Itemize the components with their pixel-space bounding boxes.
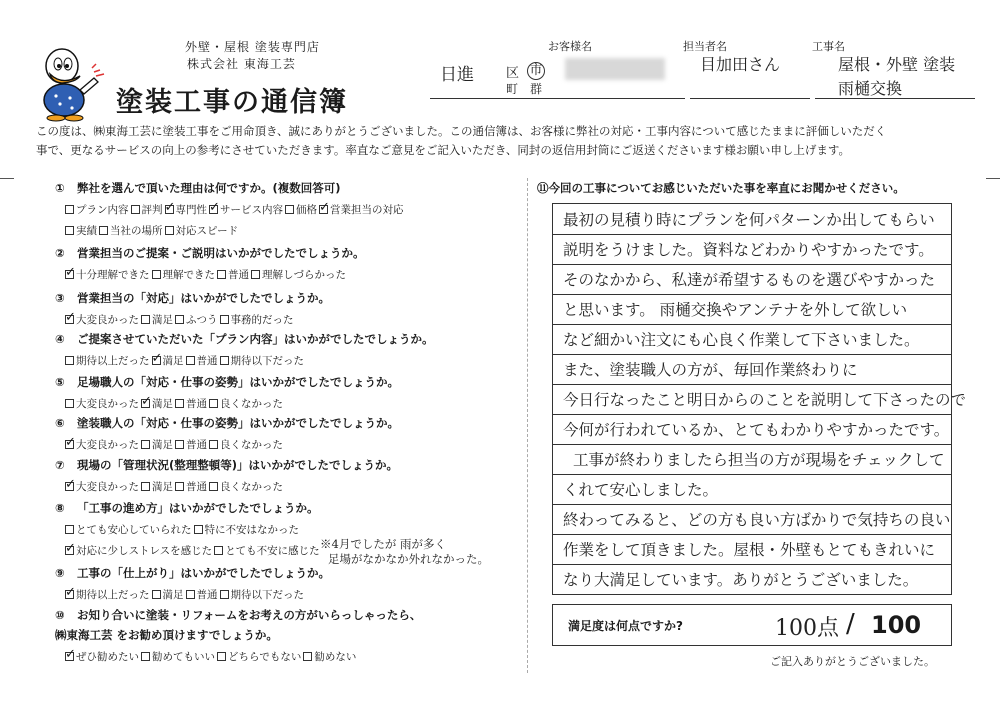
comment-line-text: と思います。 雨樋交換やアンテナを外して欲しい bbox=[563, 301, 908, 319]
question-block bbox=[55, 180, 406, 238]
option-row bbox=[65, 267, 365, 282]
question-block bbox=[55, 290, 330, 327]
option-label: 満足 bbox=[152, 398, 173, 410]
checked-checkbox[interactable] bbox=[65, 652, 74, 661]
staff-name-label: 担当者名 bbox=[683, 40, 727, 53]
comment-line-text: 作業をして頂きました。屋根・外壁もとてもきれいに bbox=[563, 541, 936, 559]
question-block bbox=[55, 607, 421, 664]
checkbox[interactable] bbox=[175, 399, 184, 408]
checked-checkbox[interactable] bbox=[141, 399, 150, 408]
option-label: 対応に少しストレスを感じた bbox=[76, 545, 213, 557]
answer-option[interactable] bbox=[214, 543, 320, 558]
option-row bbox=[65, 353, 434, 368]
option-label: とても不安に感じた bbox=[225, 545, 320, 557]
customer-name-label: お客様名 bbox=[548, 40, 592, 53]
answer-option[interactable] bbox=[65, 543, 212, 558]
option-label: 大変良かった bbox=[76, 439, 139, 451]
option-label: 当社の場所 bbox=[110, 225, 163, 237]
answer-option[interactable] bbox=[217, 649, 301, 664]
checkbox[interactable] bbox=[285, 205, 294, 214]
option-label: 良くなかった bbox=[220, 398, 283, 410]
option-label: 専門性 bbox=[175, 204, 207, 216]
comment-line-text: 今日行なったこと明日からのことを説明して下さったので bbox=[563, 391, 967, 409]
answer-option[interactable] bbox=[285, 202, 317, 217]
answer-option[interactable] bbox=[65, 522, 192, 537]
option-label: 満足 bbox=[152, 314, 173, 326]
answer-option[interactable] bbox=[209, 202, 283, 217]
comment-line-text: そのなかから、私達が希望するものを選びやすかった bbox=[563, 271, 936, 289]
checkbox[interactable] bbox=[251, 270, 260, 279]
answer-option[interactable] bbox=[217, 267, 249, 282]
question-text: 塗装職人の「対応・仕事の姿勢」はいかがでしたでしょうか。 bbox=[77, 416, 399, 430]
answer-option[interactable] bbox=[65, 202, 129, 217]
question-heading bbox=[55, 500, 322, 516]
answer-option[interactable] bbox=[65, 353, 150, 368]
option-label: 営業担当の対応 bbox=[330, 204, 404, 216]
score-max: 100 bbox=[871, 611, 922, 639]
question-heading bbox=[55, 331, 434, 347]
comment-line-text: 工事が終わりましたら担当の方が現場をチェックして bbox=[573, 451, 945, 469]
answer-option[interactable] bbox=[175, 396, 207, 411]
question-block bbox=[55, 374, 399, 411]
checkbox[interactable] bbox=[209, 399, 218, 408]
checkbox[interactable] bbox=[217, 652, 226, 661]
checkbox[interactable] bbox=[65, 226, 74, 235]
option-label: 特に不安はなかった bbox=[204, 524, 299, 536]
q8-handwritten-note bbox=[320, 537, 489, 567]
option-label: 普通 bbox=[196, 355, 218, 367]
q11-heading: ⑪今回の工事についてお感じいただいた事を率直にお聞かせください。 bbox=[537, 181, 905, 195]
answer-option[interactable] bbox=[165, 202, 208, 217]
option-row bbox=[65, 522, 322, 537]
checkbox[interactable] bbox=[65, 356, 74, 365]
work-name-line1: 屋根・外壁 塗装 bbox=[838, 55, 956, 74]
question-number: ⑦ bbox=[55, 458, 65, 472]
column-divider bbox=[527, 178, 528, 673]
answer-option[interactable] bbox=[99, 223, 163, 238]
option-row bbox=[65, 312, 330, 327]
question-text: 足場職人の「対応・仕事の姿勢」はいかがでしたでしょうか。 bbox=[77, 375, 399, 389]
answer-option[interactable] bbox=[141, 396, 173, 411]
location-city-circled: 市 bbox=[527, 62, 545, 80]
option-label: プラン内容 bbox=[76, 204, 129, 216]
option-label: 大変良かった bbox=[76, 481, 139, 493]
option-label: 事務的だった bbox=[230, 314, 294, 326]
question-text: お知り合いに塗装・リフォームをお考えの方がいらっしゃったら、 bbox=[77, 608, 422, 622]
option-label: ふつう bbox=[186, 314, 218, 326]
option-label: 普通 bbox=[186, 439, 207, 451]
comment-rule bbox=[553, 564, 951, 565]
question-text: 営業担当のご提案・ご説明はいかがでしたでしょうか。 bbox=[77, 246, 365, 260]
checkbox[interactable] bbox=[214, 546, 223, 555]
option-label: 普通 bbox=[186, 481, 207, 493]
option-row bbox=[65, 479, 398, 494]
question-text: ご提案させていただいた「プラン内容」はいかがでしたでしょうか。 bbox=[77, 332, 434, 346]
answer-option[interactable] bbox=[65, 437, 139, 452]
checkbox[interactable] bbox=[194, 525, 203, 534]
option-row bbox=[65, 437, 399, 452]
intro-line-2: 事で、更なるサービスの向上の参考にさせていただきます。率直なご意見をご記入いただき、同封の返信用封筒にご返送くださいます様お願い申し上げます。 bbox=[36, 143, 850, 157]
option-label: 普通 bbox=[186, 398, 207, 410]
comment-line-text: 説明をうけました。資料などわかりやすかったです。 bbox=[563, 241, 934, 259]
question-block bbox=[55, 565, 330, 602]
checkbox[interactable] bbox=[65, 525, 74, 534]
work-name-label: 工事名 bbox=[812, 40, 845, 53]
option-label: 大変良かった bbox=[76, 398, 139, 410]
answer-option[interactable] bbox=[186, 353, 218, 368]
checkbox[interactable] bbox=[141, 652, 150, 661]
question-heading bbox=[55, 565, 330, 581]
intro-line-1: この度は、㈱東海工芸に塗装工事をご用命頂き、誠にありがとうございました。この通信簿は、お客様に弊社の対応・工事内容について感じたままに評価しいただく bbox=[36, 124, 887, 138]
option-label: 期待以上だった bbox=[76, 589, 150, 601]
answer-option[interactable] bbox=[175, 312, 218, 327]
score-box bbox=[552, 604, 952, 646]
option-label: 普通 bbox=[228, 269, 249, 281]
option-label: 満足 bbox=[162, 589, 184, 601]
checkbox[interactable] bbox=[141, 315, 150, 324]
question-block bbox=[55, 415, 399, 452]
question-heading bbox=[55, 180, 406, 196]
answer-option[interactable] bbox=[65, 479, 139, 494]
answer-option[interactable] bbox=[141, 479, 173, 494]
question-number: ③ bbox=[55, 291, 65, 305]
option-label: ぜひ勧めたい bbox=[76, 651, 139, 663]
answer-option[interactable] bbox=[141, 437, 173, 452]
score-slash: / bbox=[846, 609, 855, 639]
option-label: 満足 bbox=[162, 355, 184, 367]
comment-rule bbox=[553, 234, 951, 235]
checkbox[interactable] bbox=[175, 315, 184, 324]
checked-checkbox[interactable] bbox=[65, 440, 74, 449]
answer-option[interactable] bbox=[152, 267, 216, 282]
answer-option[interactable] bbox=[131, 202, 163, 217]
checked-checkbox[interactable] bbox=[209, 205, 218, 214]
option-label: 価格 bbox=[296, 204, 317, 216]
option-label: 十分理解できた bbox=[76, 269, 150, 281]
option-label: 勧めてもいい bbox=[152, 651, 215, 663]
checkbox[interactable] bbox=[220, 590, 229, 599]
option-label: どちらでもない bbox=[228, 651, 302, 663]
option-label: サービス内容 bbox=[220, 204, 283, 216]
question-block bbox=[55, 500, 322, 558]
answer-option[interactable] bbox=[175, 479, 207, 494]
comment-rule bbox=[553, 264, 951, 265]
question-number: ② bbox=[55, 246, 65, 260]
footer-thanks: ご記入ありがとうございました。 bbox=[770, 655, 935, 668]
option-label: 期待以下だった bbox=[230, 355, 304, 367]
question-number: ⑩ bbox=[55, 608, 65, 622]
option-label: とても安心していられた bbox=[76, 524, 192, 536]
comment-line-text: 今何が行われているか、とてもわかりやすかったです。 bbox=[563, 421, 950, 439]
question-text: 「工事の進め方」はいかがでしたでしょうか。 bbox=[77, 501, 319, 515]
comment-rule bbox=[553, 294, 951, 295]
checkbox[interactable] bbox=[217, 270, 226, 279]
checkbox[interactable] bbox=[141, 482, 150, 491]
question-block bbox=[55, 331, 434, 368]
checkbox[interactable] bbox=[175, 482, 184, 491]
checked-checkbox[interactable] bbox=[165, 205, 174, 214]
location-city: 日進 bbox=[440, 65, 474, 85]
checkbox[interactable] bbox=[303, 652, 312, 661]
score-label: 満足度は何点ですか? bbox=[568, 619, 683, 633]
answer-option[interactable] bbox=[141, 312, 173, 327]
comment-rule bbox=[553, 474, 951, 475]
option-label: 期待以上だった bbox=[76, 355, 150, 367]
question-heading bbox=[55, 607, 421, 623]
answer-option[interactable] bbox=[220, 353, 305, 368]
answer-option[interactable] bbox=[186, 587, 218, 602]
comment-rule bbox=[553, 354, 951, 355]
intro-paragraph bbox=[36, 122, 986, 160]
option-row bbox=[65, 543, 322, 558]
question-number: ⑥ bbox=[55, 416, 65, 430]
checkbox[interactable] bbox=[209, 482, 218, 491]
checkbox[interactable] bbox=[65, 399, 74, 408]
checked-checkbox[interactable] bbox=[65, 482, 74, 491]
checkbox[interactable] bbox=[175, 440, 184, 449]
answer-option[interactable] bbox=[220, 587, 305, 602]
checkbox[interactable] bbox=[131, 205, 140, 214]
checkbox[interactable] bbox=[209, 440, 218, 449]
staff-name-value: 目加田さん bbox=[700, 55, 781, 74]
option-row bbox=[65, 202, 406, 217]
customer-underline bbox=[430, 98, 685, 99]
answer-option[interactable] bbox=[194, 522, 300, 537]
answer-option[interactable] bbox=[65, 396, 139, 411]
answer-option[interactable] bbox=[65, 312, 139, 327]
question-heading bbox=[55, 457, 398, 473]
question-block bbox=[55, 245, 365, 282]
option-row bbox=[65, 223, 406, 238]
option-label: 対応スピード bbox=[175, 225, 239, 237]
option-row bbox=[65, 649, 421, 664]
checked-checkbox[interactable] bbox=[319, 205, 328, 214]
answer-option[interactable] bbox=[152, 587, 184, 602]
work-name-line2: 雨樋交換 bbox=[838, 79, 903, 98]
option-label: 普通 bbox=[196, 589, 218, 601]
q8-note-line-1: ※4月でしたが 雨が多く bbox=[320, 537, 446, 551]
question-number: ⑧ bbox=[55, 501, 65, 515]
question-block bbox=[55, 457, 398, 494]
checkbox[interactable] bbox=[165, 226, 174, 235]
option-row bbox=[65, 587, 330, 602]
checked-checkbox[interactable] bbox=[152, 356, 161, 365]
question-text-line-2: ㈱東海工芸 をお勧め頂けますでしょうか。 bbox=[55, 628, 278, 642]
option-label: 満足 bbox=[152, 481, 173, 493]
answer-option[interactable] bbox=[319, 202, 404, 217]
question-heading bbox=[55, 290, 330, 306]
question-heading bbox=[55, 245, 365, 261]
comment-rule bbox=[553, 444, 951, 445]
checkbox[interactable] bbox=[220, 356, 229, 365]
comment-line-text: 最初の見積り時にプランを何パターンか出してもらい bbox=[563, 211, 935, 229]
comment-line-text: また、塗装職人の方が、毎回作業終わりに bbox=[563, 361, 858, 379]
answer-option[interactable] bbox=[65, 223, 97, 238]
checked-checkbox[interactable] bbox=[65, 315, 74, 324]
option-label: 実績 bbox=[76, 225, 97, 237]
comment-box bbox=[552, 203, 967, 595]
answer-option[interactable] bbox=[209, 479, 283, 494]
customer-name-redacted bbox=[565, 58, 665, 80]
question-text: 現場の「管理状況(整理整頓等)」はいかがでしたでしょうか。 bbox=[77, 458, 399, 472]
fold-mark-right bbox=[986, 178, 1000, 179]
comment-rule bbox=[553, 504, 951, 505]
question-text: 営業担当の「対応」はいかがでしたでしょうか。 bbox=[77, 291, 330, 305]
comment-line-text: 終わってみると、どの方も良い方ばかりで気持ちの良い bbox=[563, 511, 951, 529]
staff-underline bbox=[690, 98, 810, 99]
checkbox[interactable] bbox=[152, 270, 161, 279]
score-handwritten: 100点 bbox=[775, 616, 839, 641]
option-label: 理解できた bbox=[162, 269, 215, 281]
comment-rule bbox=[553, 414, 951, 415]
answer-option[interactable] bbox=[65, 267, 150, 282]
question-heading bbox=[55, 415, 399, 431]
answer-option[interactable] bbox=[220, 312, 294, 327]
option-label: 良くなかった bbox=[220, 481, 283, 493]
comment-line-text: くれて安心しました。 bbox=[563, 481, 719, 499]
comment-rule bbox=[553, 384, 951, 385]
company-tagline: 外壁・屋根 塗装専門店 bbox=[185, 40, 320, 54]
mascot-duck-logo bbox=[28, 42, 108, 122]
question-number: ⑨ bbox=[55, 566, 65, 580]
document-title: 塗装工事の通信簿 bbox=[116, 87, 348, 118]
answer-option[interactable] bbox=[65, 649, 139, 664]
checkbox[interactable] bbox=[152, 590, 161, 599]
checkbox[interactable] bbox=[141, 440, 150, 449]
comment-line-text: など細かい注文にも心良く作業して下さいました。 bbox=[563, 331, 920, 349]
question-number: ① bbox=[55, 181, 65, 195]
fold-mark-left bbox=[0, 178, 14, 179]
option-label: 良くなかった bbox=[220, 439, 283, 451]
option-row bbox=[65, 396, 399, 411]
answer-option[interactable] bbox=[251, 267, 346, 282]
question-text: 工事の「仕上がり」はいかがでしたでしょうか。 bbox=[77, 566, 330, 580]
option-label: 満足 bbox=[152, 439, 173, 451]
checkbox[interactable] bbox=[186, 356, 195, 365]
checkbox[interactable] bbox=[99, 226, 108, 235]
answer-option[interactable] bbox=[141, 649, 215, 664]
checked-checkbox[interactable] bbox=[65, 270, 74, 279]
option-label: 勧めない bbox=[314, 651, 357, 663]
location-gun-label: 群 bbox=[530, 82, 543, 96]
question-number: ④ bbox=[55, 332, 65, 346]
company-name: 株式会社 東海工芸 bbox=[187, 57, 296, 71]
answer-option[interactable] bbox=[209, 396, 283, 411]
location-ward-label: 区 bbox=[506, 66, 520, 81]
answer-option[interactable] bbox=[65, 587, 150, 602]
option-label: 期待以下だった bbox=[230, 589, 304, 601]
option-label: 理解しづらかった bbox=[262, 269, 346, 281]
location-town-label: 町 bbox=[506, 82, 519, 96]
checkbox[interactable] bbox=[220, 315, 229, 324]
answer-option[interactable] bbox=[165, 223, 239, 238]
option-label: 大変良かった bbox=[76, 314, 139, 326]
q8-note-line-2: 足場がなかなか外れなかった。 bbox=[328, 552, 489, 566]
comment-rule bbox=[553, 534, 951, 535]
work-underline bbox=[815, 98, 975, 99]
checkbox[interactable] bbox=[65, 205, 74, 214]
answer-option[interactable] bbox=[209, 437, 283, 452]
checked-checkbox[interactable] bbox=[65, 590, 74, 599]
checked-checkbox[interactable] bbox=[65, 546, 74, 555]
comment-line-text: なり大満足しています。ありがとうございました。 bbox=[563, 571, 919, 589]
question-heading bbox=[55, 374, 399, 390]
question-number: ⑤ bbox=[55, 375, 65, 389]
checkbox[interactable] bbox=[186, 590, 195, 599]
answer-option[interactable] bbox=[175, 437, 207, 452]
answer-option[interactable] bbox=[303, 649, 356, 664]
option-label: 評判 bbox=[141, 204, 163, 216]
answer-option[interactable] bbox=[152, 353, 184, 368]
question-text: 弊社を選んで頂いた理由は何ですか。(複数回答可) bbox=[77, 181, 341, 195]
comment-rule bbox=[553, 324, 951, 325]
